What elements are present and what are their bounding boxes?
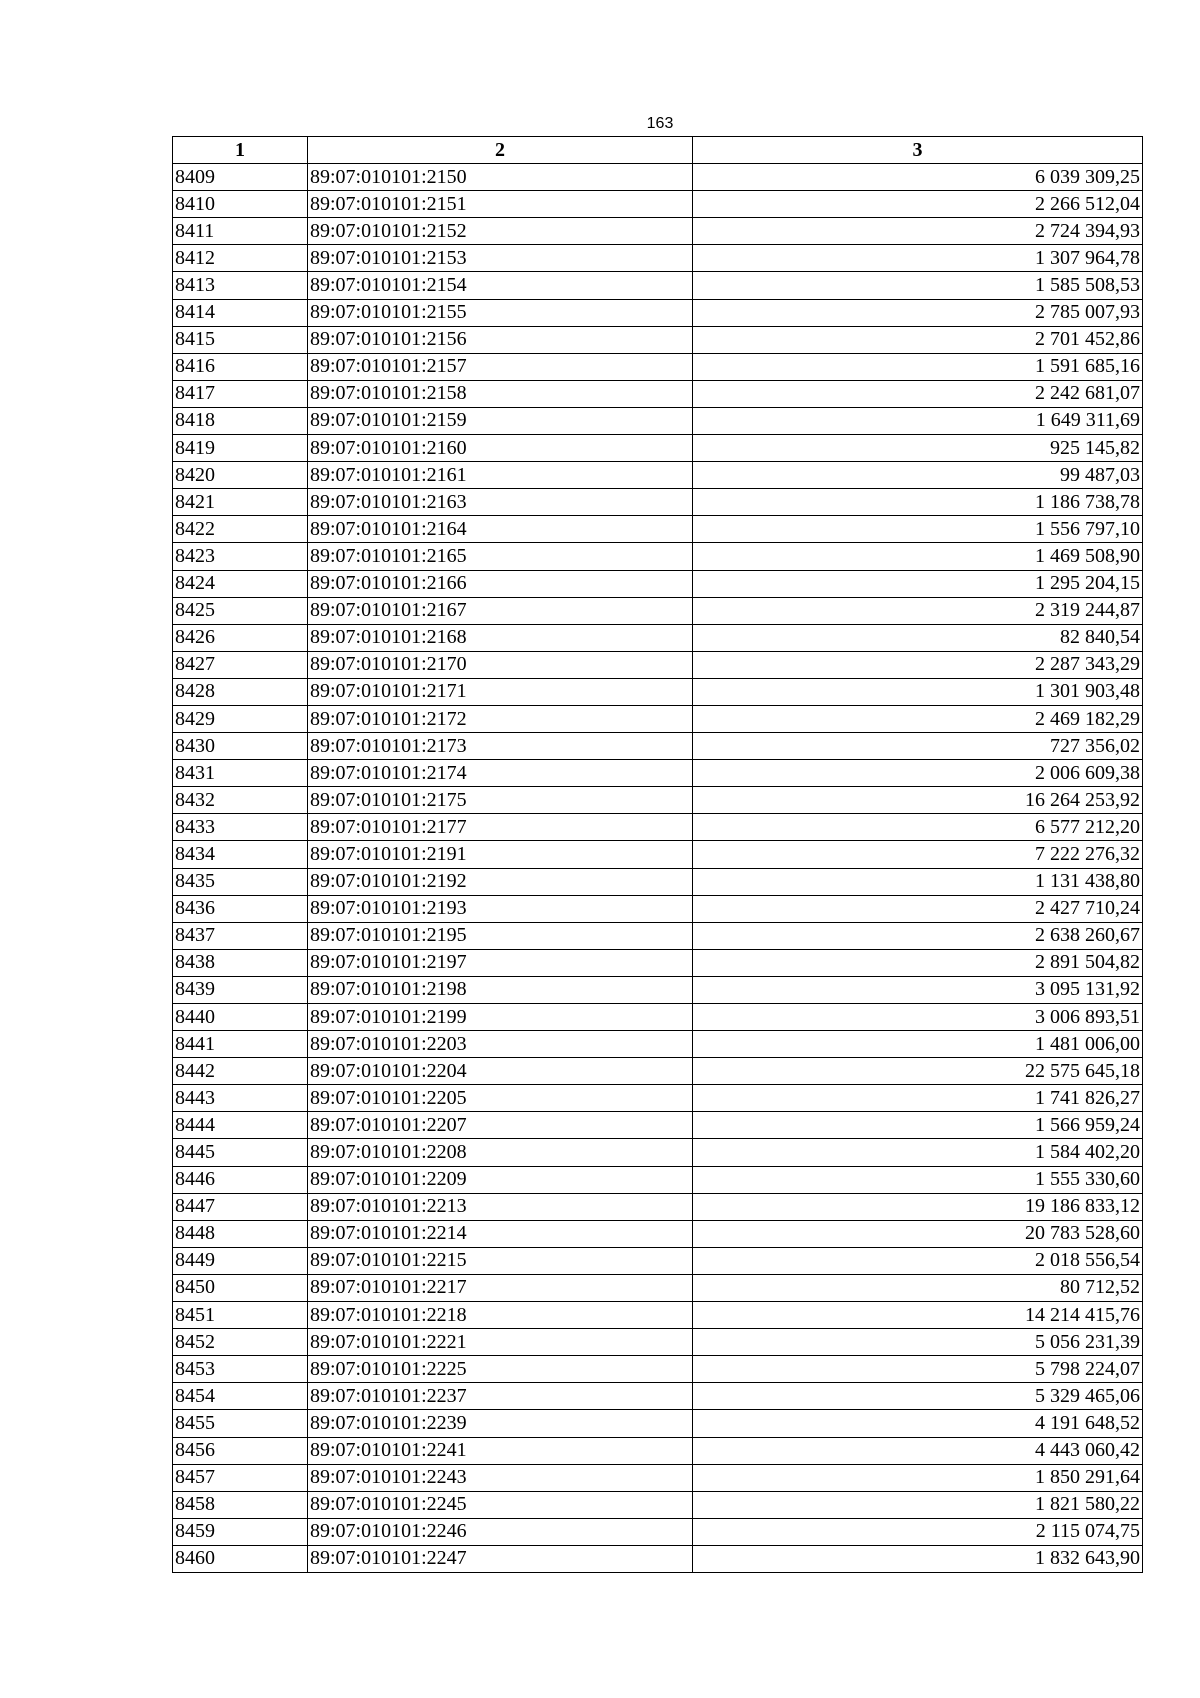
row-number-cell: 8410	[173, 191, 308, 218]
cadastral-number-cell: 89:07:010101:2163	[308, 489, 693, 516]
table-row	[173, 218, 1143, 245]
cadastral-number-cell: 89:07:010101:2158	[308, 380, 693, 407]
cadastral-number-cell: 89:07:010101:2209	[308, 1166, 693, 1193]
value-cell: 4 443 060,42	[693, 1437, 1143, 1464]
cadastral-number-cell: 89:07:010101:2199	[308, 1004, 693, 1031]
table-row	[173, 299, 1143, 326]
value-cell: 1 301 903,48	[693, 678, 1143, 705]
table-row	[173, 1166, 1143, 1193]
row-number-cell: 8455	[173, 1410, 308, 1437]
cadastral-number-cell: 89:07:010101:2192	[308, 868, 693, 895]
table-row	[173, 1112, 1143, 1139]
value-cell: 2 427 710,24	[693, 895, 1143, 922]
value-cell: 1 295 204,15	[693, 570, 1143, 597]
cadastral-number-cell: 89:07:010101:2154	[308, 272, 693, 299]
cadastral-number-cell: 89:07:010101:2217	[308, 1274, 693, 1301]
value-cell: 5 329 465,06	[693, 1383, 1143, 1410]
row-number-cell: 8445	[173, 1139, 308, 1166]
value-cell: 2 701 452,86	[693, 326, 1143, 353]
value-cell: 99 487,03	[693, 462, 1143, 489]
value-cell: 1 821 580,22	[693, 1491, 1143, 1518]
value-cell: 2 319 244,87	[693, 597, 1143, 624]
cadastral-number-cell: 89:07:010101:2198	[308, 976, 693, 1003]
cadastral-number-cell: 89:07:010101:2173	[308, 733, 693, 760]
cadastral-number-cell: 89:07:010101:2174	[308, 760, 693, 787]
table-row	[173, 164, 1143, 191]
cadastral-number-cell: 89:07:010101:2165	[308, 543, 693, 570]
table-row	[173, 1437, 1143, 1464]
value-cell: 1 556 797,10	[693, 516, 1143, 543]
cadastral-number-cell: 89:07:010101:2247	[308, 1545, 693, 1572]
value-cell: 1 585 508,53	[693, 272, 1143, 299]
value-cell: 2 242 681,07	[693, 380, 1143, 407]
row-number-cell: 8426	[173, 624, 308, 651]
table-row	[173, 435, 1143, 462]
row-number-cell: 8417	[173, 380, 308, 407]
cadastral-number-cell: 89:07:010101:2225	[308, 1356, 693, 1383]
table-row	[173, 1464, 1143, 1491]
row-number-cell: 8438	[173, 949, 308, 976]
row-number-cell: 8413	[173, 272, 308, 299]
cadastral-number-cell: 89:07:010101:2213	[308, 1193, 693, 1220]
table-row	[173, 895, 1143, 922]
value-cell: 20 783 528,60	[693, 1220, 1143, 1247]
value-cell: 2 469 182,29	[693, 705, 1143, 732]
cadastral-number-cell: 89:07:010101:2152	[308, 218, 693, 245]
table-row	[173, 1247, 1143, 1274]
row-number-cell: 8431	[173, 760, 308, 787]
value-cell: 2 287 343,29	[693, 651, 1143, 678]
table-row	[173, 1383, 1143, 1410]
value-cell: 2 006 609,38	[693, 760, 1143, 787]
table-row	[173, 678, 1143, 705]
cadastral-number-cell: 89:07:010101:2239	[308, 1410, 693, 1437]
table-row	[173, 1031, 1143, 1058]
value-cell: 1 186 738,78	[693, 489, 1143, 516]
cadastral-number-cell: 89:07:010101:2218	[308, 1302, 693, 1329]
cadastral-number-cell: 89:07:010101:2160	[308, 435, 693, 462]
cadastral-number-cell: 89:07:010101:2215	[308, 1247, 693, 1274]
value-cell: 3 095 131,92	[693, 976, 1143, 1003]
value-cell: 22 575 645,18	[693, 1058, 1143, 1085]
value-cell: 1 555 330,60	[693, 1166, 1143, 1193]
row-number-cell: 8432	[173, 787, 308, 814]
cadastral-number-cell: 89:07:010101:2166	[308, 570, 693, 597]
cadastral-number-cell: 89:07:010101:2170	[308, 651, 693, 678]
row-number-cell: 8443	[173, 1085, 308, 1112]
cadastral-number-cell: 89:07:010101:2214	[308, 1220, 693, 1247]
row-number-cell: 8424	[173, 570, 308, 597]
table-row	[173, 1058, 1143, 1085]
cadastral-number-cell: 89:07:010101:2197	[308, 949, 693, 976]
row-number-cell: 8420	[173, 462, 308, 489]
cadastral-number-cell: 89:07:010101:2155	[308, 299, 693, 326]
table-row	[173, 1139, 1143, 1166]
row-number-cell: 8418	[173, 407, 308, 434]
table-row	[173, 705, 1143, 732]
value-cell: 1 584 402,20	[693, 1139, 1143, 1166]
table-header	[173, 137, 1143, 164]
row-number-cell: 8412	[173, 245, 308, 272]
value-cell: 14 214 415,76	[693, 1302, 1143, 1329]
column-header-2: 2	[308, 137, 693, 164]
value-cell: 1 566 959,24	[693, 1112, 1143, 1139]
value-cell: 2 785 007,93	[693, 299, 1143, 326]
row-number-cell: 8421	[173, 489, 308, 516]
table-row	[173, 651, 1143, 678]
table-row	[173, 543, 1143, 570]
row-number-cell: 8442	[173, 1058, 308, 1085]
row-number-cell: 8429	[173, 705, 308, 732]
row-number-cell: 8419	[173, 435, 308, 462]
row-number-cell: 8427	[173, 651, 308, 678]
header-row	[173, 137, 1143, 164]
cadastral-number-cell: 89:07:010101:2245	[308, 1491, 693, 1518]
row-number-cell: 8460	[173, 1545, 308, 1572]
table-row	[173, 462, 1143, 489]
cadastral-number-cell: 89:07:010101:2203	[308, 1031, 693, 1058]
cadastral-number-cell: 89:07:010101:2164	[308, 516, 693, 543]
cadastral-number-cell: 89:07:010101:2156	[308, 326, 693, 353]
table-row	[173, 787, 1143, 814]
row-number-cell: 8435	[173, 868, 308, 895]
row-number-cell: 8439	[173, 976, 308, 1003]
row-number-cell: 8451	[173, 1302, 308, 1329]
value-cell: 727 356,02	[693, 733, 1143, 760]
value-cell: 925 145,82	[693, 435, 1143, 462]
cadastral-number-cell: 89:07:010101:2151	[308, 191, 693, 218]
row-number-cell: 8450	[173, 1274, 308, 1301]
cadastral-number-cell: 89:07:010101:2150	[308, 164, 693, 191]
table-row	[173, 1220, 1143, 1247]
cadastral-number-cell: 89:07:010101:2204	[308, 1058, 693, 1085]
table-row	[173, 1545, 1143, 1572]
cadastral-number-cell: 89:07:010101:2195	[308, 922, 693, 949]
row-number-cell: 8444	[173, 1112, 308, 1139]
value-cell: 1 850 291,64	[693, 1464, 1143, 1491]
table-row	[173, 380, 1143, 407]
table-row	[173, 191, 1143, 218]
row-number-cell: 8448	[173, 1220, 308, 1247]
table-row	[173, 489, 1143, 516]
value-cell: 82 840,54	[693, 624, 1143, 651]
table-row	[173, 1410, 1143, 1437]
table-row	[173, 760, 1143, 787]
cadastral-number-cell: 89:07:010101:2172	[308, 705, 693, 732]
table-row	[173, 1085, 1143, 1112]
table-row	[173, 1491, 1143, 1518]
table-row	[173, 1193, 1143, 1220]
cadastral-number-cell: 89:07:010101:2167	[308, 597, 693, 624]
value-cell: 2 638 260,67	[693, 922, 1143, 949]
row-number-cell: 8454	[173, 1383, 308, 1410]
value-cell: 4 191 648,52	[693, 1410, 1143, 1437]
table-row	[173, 1329, 1143, 1356]
cadastral-number-cell: 89:07:010101:2171	[308, 678, 693, 705]
table-row	[173, 1518, 1143, 1545]
value-cell: 1 307 964,78	[693, 245, 1143, 272]
table-row	[173, 570, 1143, 597]
value-cell: 2 018 556,54	[693, 1247, 1143, 1274]
column-header-3: 3	[693, 137, 1143, 164]
value-cell: 1 591 685,16	[693, 353, 1143, 380]
row-number-cell: 8437	[173, 922, 308, 949]
row-number-cell: 8422	[173, 516, 308, 543]
row-number-cell: 8458	[173, 1491, 308, 1518]
value-cell: 1 481 006,00	[693, 1031, 1143, 1058]
value-cell: 1 832 643,90	[693, 1545, 1143, 1572]
row-number-cell: 8440	[173, 1004, 308, 1031]
value-cell: 1 649 311,69	[693, 407, 1143, 434]
row-number-cell: 8411	[173, 218, 308, 245]
table-row	[173, 353, 1143, 380]
row-number-cell: 8430	[173, 733, 308, 760]
table-row	[173, 1302, 1143, 1329]
row-number-cell: 8456	[173, 1437, 308, 1464]
cadastral-number-cell: 89:07:010101:2208	[308, 1139, 693, 1166]
cadastral-number-cell: 89:07:010101:2191	[308, 841, 693, 868]
table-row	[173, 326, 1143, 353]
table-row	[173, 976, 1143, 1003]
table-row	[173, 733, 1143, 760]
cadastral-number-cell: 89:07:010101:2157	[308, 353, 693, 380]
table-row	[173, 841, 1143, 868]
cadastral-number-cell: 89:07:010101:2159	[308, 407, 693, 434]
table-row	[173, 407, 1143, 434]
cadastral-number-cell: 89:07:010101:2221	[308, 1329, 693, 1356]
table-row	[173, 272, 1143, 299]
table-row	[173, 516, 1143, 543]
row-number-cell: 8452	[173, 1329, 308, 1356]
row-number-cell: 8409	[173, 164, 308, 191]
cadastral-number-cell: 89:07:010101:2207	[308, 1112, 693, 1139]
row-number-cell: 8449	[173, 1247, 308, 1274]
row-number-cell: 8446	[173, 1166, 308, 1193]
row-number-cell: 8416	[173, 353, 308, 380]
cadastral-number-cell: 89:07:010101:2168	[308, 624, 693, 651]
cadastral-number-cell: 89:07:010101:2246	[308, 1518, 693, 1545]
row-number-cell: 8453	[173, 1356, 308, 1383]
value-cell: 1 469 508,90	[693, 543, 1143, 570]
cadastral-number-cell: 89:07:010101:2153	[308, 245, 693, 272]
value-cell: 2 115 074,75	[693, 1518, 1143, 1545]
cadastral-number-cell: 89:07:010101:2193	[308, 895, 693, 922]
value-cell: 6 577 212,20	[693, 814, 1143, 841]
value-cell: 7 222 276,32	[693, 841, 1143, 868]
row-number-cell: 8428	[173, 678, 308, 705]
table-row	[173, 1004, 1143, 1031]
table-row	[173, 245, 1143, 272]
page-number: 163	[646, 115, 674, 132]
column-header-1: 1	[173, 137, 308, 164]
value-cell: 5 056 231,39	[693, 1329, 1143, 1356]
data-table	[172, 136, 1143, 1573]
table-row	[173, 624, 1143, 651]
value-cell: 2 724 394,93	[693, 218, 1143, 245]
table-row	[173, 814, 1143, 841]
cadastral-number-cell: 89:07:010101:2205	[308, 1085, 693, 1112]
row-number-cell: 8457	[173, 1464, 308, 1491]
cadastral-number-cell: 89:07:010101:2161	[308, 462, 693, 489]
row-number-cell: 8414	[173, 299, 308, 326]
row-number-cell: 8415	[173, 326, 308, 353]
table-body	[173, 164, 1143, 1573]
value-cell: 16 264 253,92	[693, 787, 1143, 814]
value-cell: 19 186 833,12	[693, 1193, 1143, 1220]
table-row	[173, 868, 1143, 895]
value-cell: 80 712,52	[693, 1274, 1143, 1301]
cadastral-number-cell: 89:07:010101:2237	[308, 1383, 693, 1410]
value-cell: 2 266 512,04	[693, 191, 1143, 218]
table-row	[173, 1356, 1143, 1383]
row-number-cell: 8459	[173, 1518, 308, 1545]
value-cell: 1 741 826,27	[693, 1085, 1143, 1112]
value-cell: 3 006 893,51	[693, 1004, 1143, 1031]
cadastral-number-cell: 89:07:010101:2241	[308, 1437, 693, 1464]
value-cell: 5 798 224,07	[693, 1356, 1143, 1383]
cadastral-number-cell: 89:07:010101:2175	[308, 787, 693, 814]
cadastral-number-cell: 89:07:010101:2177	[308, 814, 693, 841]
table-row	[173, 949, 1143, 976]
row-number-cell: 8425	[173, 597, 308, 624]
value-cell: 2 891 504,82	[693, 949, 1143, 976]
row-number-cell: 8441	[173, 1031, 308, 1058]
table-row	[173, 922, 1143, 949]
row-number-cell: 8434	[173, 841, 308, 868]
row-number-cell: 8423	[173, 543, 308, 570]
table-row	[173, 1274, 1143, 1301]
value-cell: 1 131 438,80	[693, 868, 1143, 895]
row-number-cell: 8436	[173, 895, 308, 922]
cadastral-number-cell: 89:07:010101:2243	[308, 1464, 693, 1491]
table-row	[173, 597, 1143, 624]
value-cell: 6 039 309,25	[693, 164, 1143, 191]
row-number-cell: 8447	[173, 1193, 308, 1220]
row-number-cell: 8433	[173, 814, 308, 841]
